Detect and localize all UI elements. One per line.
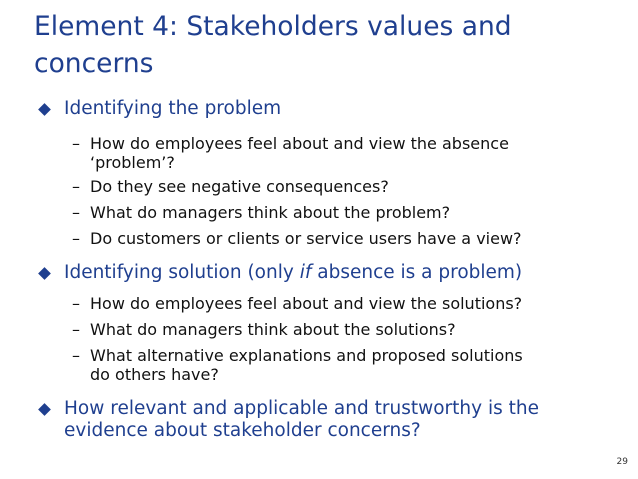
page-number: 29 <box>616 457 628 467</box>
bullet-text: How relevant and applicable and trustworthy is the evidence about stakeholder concerns? <box>64 398 539 441</box>
diamond-bullet-icon <box>38 267 51 280</box>
dash-marker: – <box>72 203 80 222</box>
sub-item-text: Do customers or clients or service users have a view? <box>90 229 522 248</box>
sub-item-text: What do managers think about the solutions? <box>90 320 456 339</box>
bullet-text-italic: if <box>299 262 312 283</box>
bullet-text-before: Identifying solution (only <box>64 262 300 283</box>
bullet-text: Identifying the problem <box>64 98 282 119</box>
dash-marker: – <box>72 346 80 365</box>
sub-item-text: How do employees feel about and view the solutions? <box>90 294 523 313</box>
slide-title: Element 4: Stakeholders values and concerns <box>34 11 512 79</box>
diamond-bullet-icon <box>38 103 51 116</box>
dash-marker: – <box>72 177 80 196</box>
diamond-bullet-icon <box>38 403 51 416</box>
sub-item-text: What alternative explanations and proposed solutions do others have? <box>90 346 523 384</box>
sub-item-text: How do employees feel about and view the absence ‘problem’? <box>90 134 509 172</box>
sub-item-text: What do managers think about the problem? <box>90 203 451 222</box>
dash-marker: – <box>72 229 80 248</box>
sub-item-text: Do they see negative consequences? <box>90 177 389 196</box>
bullet-text-after: absence is a problem) <box>311 262 523 283</box>
dash-marker: – <box>72 320 80 339</box>
dash-marker: – <box>72 134 80 153</box>
bullet-text <box>64 262 624 284</box>
dash-marker: – <box>72 294 80 313</box>
